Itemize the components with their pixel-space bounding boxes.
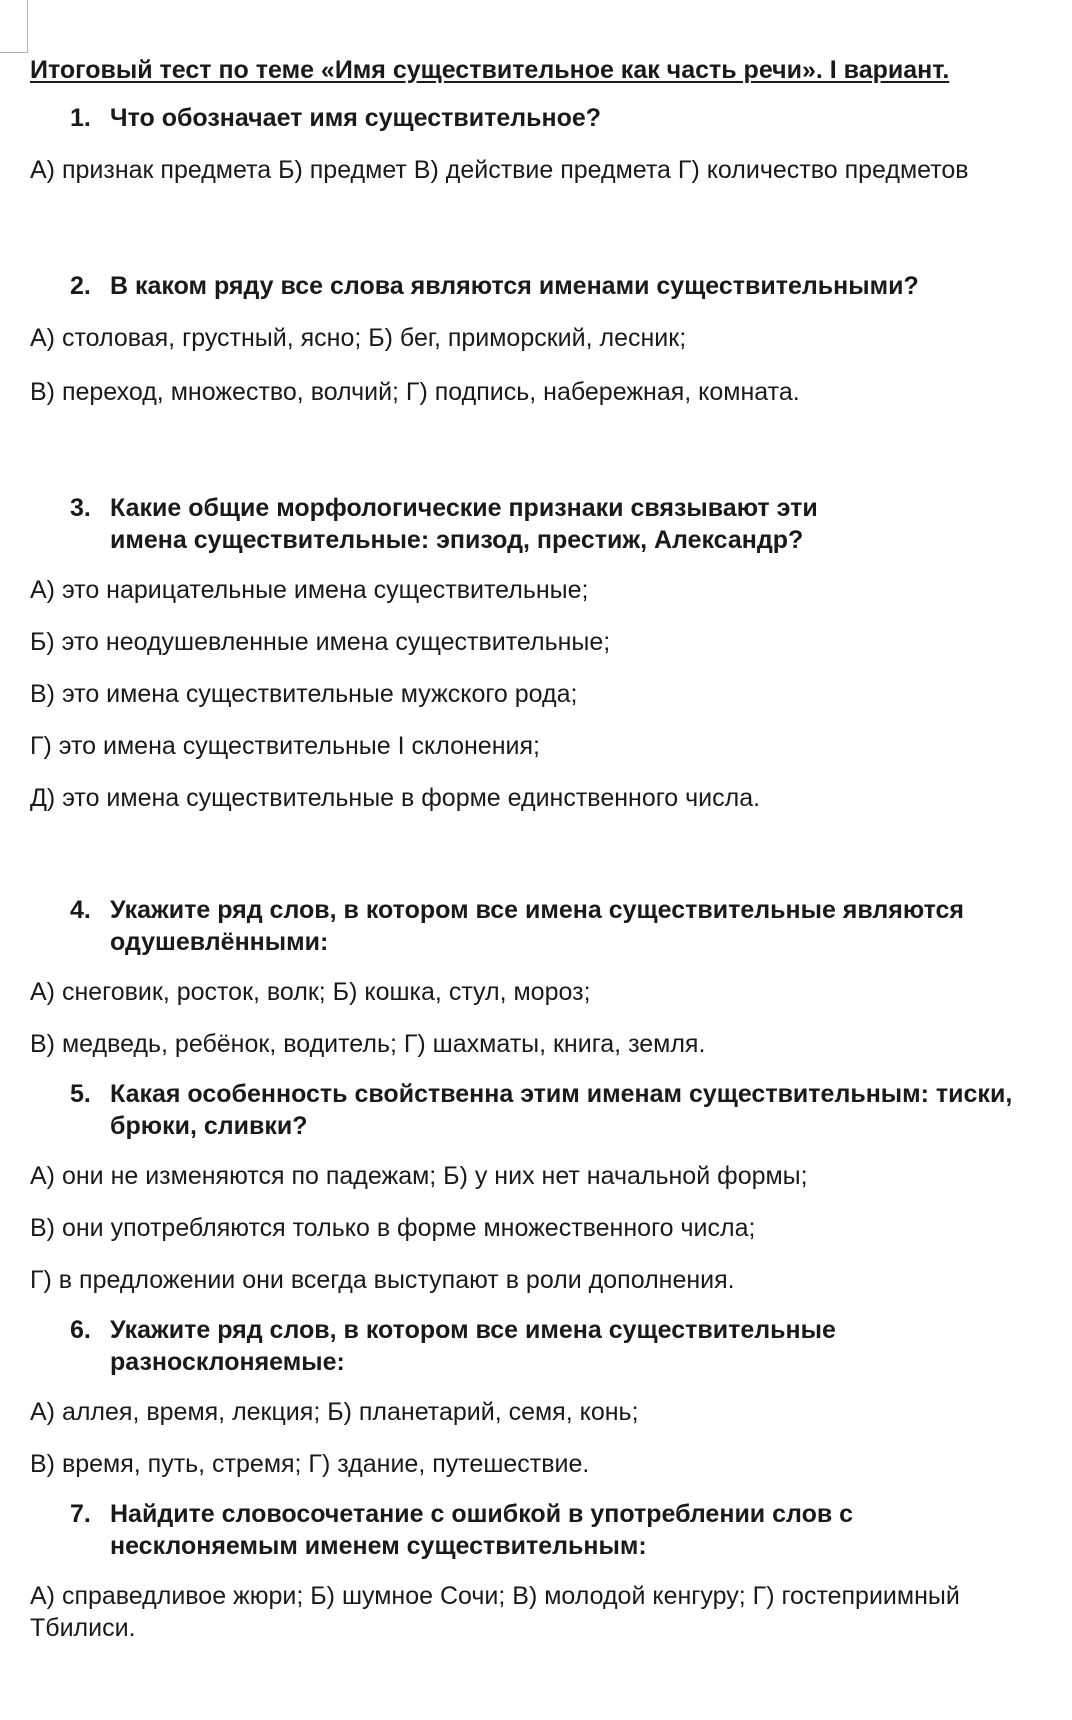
question-number: 4.	[70, 896, 91, 924]
answer-line: А) аллея, время, лекция; Б) планетарий, семя, конь;	[30, 1398, 639, 1426]
question-1	[30, 102, 1072, 134]
answer-line: А) столовая, грустный, ясно; Б) бег, приморский, лесник;	[30, 324, 687, 352]
answer-line: В) они употребляются только в форме множественного числа;	[30, 1214, 756, 1242]
answer-line: А) справедливое жюри; Б) шумное Сочи; В) молодой кенгуру; Г) гостеприимный Тбилиси.	[30, 1582, 960, 1642]
answer-line: Д) это имена существительные в форме единственного числа.	[30, 784, 761, 812]
answer-line: Г) это имена существительные I склонения;	[30, 732, 540, 760]
spacer	[30, 208, 1072, 270]
document-title: Итоговый тест по теме «Имя существительное как часть речи». I вариант.	[30, 56, 950, 84]
question-7	[30, 1498, 1072, 1562]
answer-line: В) медведь, ребёнок, водитель; Г) шахматы, книга, земля.	[30, 1030, 706, 1058]
question-text: Укажите ряд слов, в котором все имена существительные являются одушевлёнными:	[110, 896, 965, 956]
answer-line: А) они не изменяются по падежам; Б) у них нет начальной формы;	[30, 1162, 808, 1190]
answer-line: А) признак предмета Б) предмет В) действие предмета Г) количество предметов	[30, 156, 969, 184]
question-number: 2.	[70, 272, 91, 300]
answer-line: В) время, путь, стремя; Г) здание, путешествие.	[30, 1450, 590, 1478]
question-number: 6.	[70, 1316, 91, 1344]
answer-line: А) это нарицательные имена существительные;	[30, 576, 589, 604]
spacer	[30, 430, 1072, 492]
question-text: Какая особенность свойственна этим именам существительным: тиски, брюки, сливки?	[110, 1080, 1013, 1140]
page-corner-mark	[0, 0, 28, 53]
document-page	[30, 54, 1072, 1666]
question-2	[30, 270, 1072, 302]
question-text: Что обозначает имя существительное?	[110, 104, 602, 132]
question-3	[30, 492, 1072, 556]
question-6	[30, 1314, 1072, 1378]
question-number: 5.	[70, 1080, 91, 1108]
question-number: 3.	[70, 494, 91, 522]
answer-line: А) снеговик, росток, волк; Б) кошка, стул, мороз;	[30, 978, 591, 1006]
answer-line: Г) в предложении они всегда выступают в роли дополнения.	[30, 1266, 735, 1294]
question-number: 7.	[70, 1500, 91, 1528]
answer-line: В) переход, множество, волчий; Г) подпись, набережная, комната.	[30, 378, 800, 406]
question-text: Какие общие морфологические признаки связывают эти имена существительные: эпизод, престиж, Александр?	[110, 494, 818, 554]
spacer	[30, 836, 1072, 894]
question-4	[30, 894, 1072, 958]
question-5	[30, 1078, 1072, 1142]
question-text: В каком ряду все слова являются именами существительными?	[110, 272, 919, 300]
question-text: Укажите ряд слов, в котором все имена существительные разносклоняемые:	[110, 1316, 836, 1376]
question-text: Найдите словосочетание с ошибкой в употреблении слов с несклоняемым именем существительным:	[110, 1500, 854, 1560]
answer-line: В) это имена существительные мужского рода;	[30, 680, 578, 708]
answer-line: Б) это неодушевленные имена существительные;	[30, 628, 611, 656]
question-number: 1.	[70, 104, 91, 132]
